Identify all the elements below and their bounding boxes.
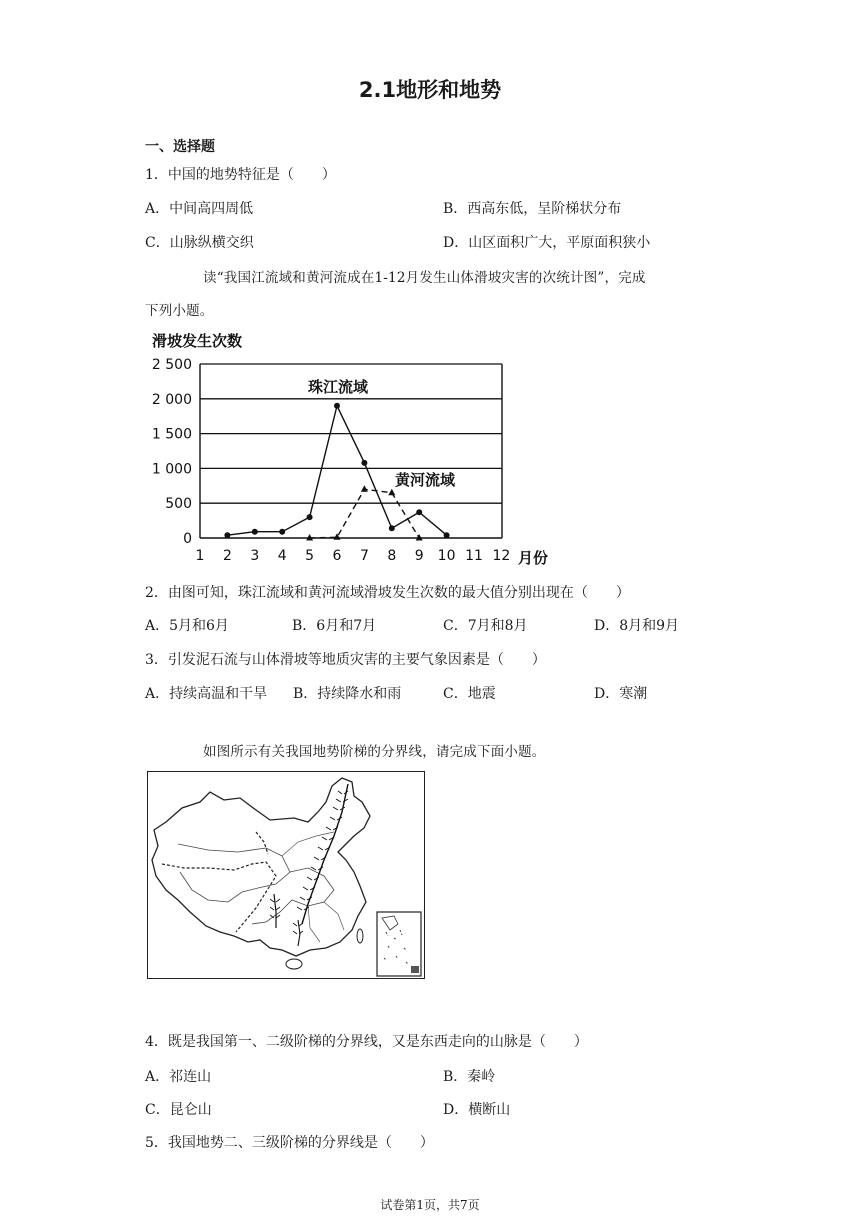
y-tick-label: 2 500: [151, 357, 192, 373]
question-4-option-b: B．秦岭: [443, 1069, 496, 1085]
question-2-option-a: A．5月和6月: [145, 618, 229, 634]
question-2-option-c: C．7月和8月: [443, 618, 528, 634]
landslide-chart: [140, 326, 580, 570]
interior-boundary-3: [282, 832, 344, 942]
x-tick-label: 11: [465, 548, 483, 564]
series-label-pearl-river: 珠江流域: [308, 378, 369, 396]
y-axis-label: 滑坡发生次数: [152, 332, 243, 350]
question-1-stem: 1．中国的地势特征是（ ）: [145, 167, 336, 183]
y-tick-labels: [152, 357, 192, 547]
question-2-option-b: B．6月和7月: [292, 618, 377, 634]
y-tick-label: 2 000: [151, 391, 192, 408]
x-tick-label: 12: [492, 548, 511, 564]
question-2-option-d: D．8月和9月: [594, 618, 680, 634]
hainan-island: [286, 959, 302, 969]
question-2-stem: 2．由图可知，珠江流域和黄河流域滑坡发生次数的最大值分别出现在（ ）: [145, 585, 630, 601]
question-4-option-d: D．横断山: [443, 1102, 511, 1118]
intro-line-2: 下列小题。: [145, 303, 214, 319]
y-tick-label: 500: [165, 496, 192, 513]
x-tick-label: 2: [222, 548, 232, 564]
y-tick-label: 1 500: [151, 426, 192, 443]
taiwan-island: [357, 929, 363, 943]
question-3-option-d: D．寒潮: [594, 686, 648, 702]
x-tick-label: 10: [437, 548, 456, 564]
data-point: [388, 489, 395, 496]
china-outline: [152, 778, 370, 956]
intro-map: 如图所示有关我国地势阶梯的分界线，请完成下面小题。: [203, 744, 546, 760]
x-axis-label: 月份: [518, 549, 549, 567]
data-point: [252, 529, 258, 535]
question-4-option-a: A．祁连山: [145, 1069, 212, 1085]
question-1-option-d: D．山区面积广大，平原面积狭小: [443, 235, 651, 251]
x-tick-label: 7: [359, 548, 369, 564]
question-5-stem: 5．我国地势二、三级阶梯的分界线是（ ）: [145, 1135, 434, 1151]
question-4-stem: 4．既是我国第一、二级阶梯的分界线，又是东西走向的山脉是（ ）: [145, 1034, 588, 1050]
data-point: [307, 514, 313, 520]
page-title: 2.1地形和地势: [358, 78, 502, 102]
y-tick-label: 1 000: [151, 461, 192, 478]
question-3-option-c: C．地震: [443, 686, 496, 702]
series-line-1: [310, 489, 420, 538]
question-1-option-a: A．中间高四周低: [145, 201, 254, 217]
question-3-option-b: B．持续降水和雨: [293, 686, 402, 702]
data-point: [444, 532, 450, 538]
question-4-option-c: C．昆仑山: [145, 1102, 212, 1118]
map-drawing: [148, 772, 423, 977]
series-label-yellow-river: 黄河流域: [395, 471, 456, 489]
data-point: [361, 460, 367, 466]
data-point: [361, 485, 368, 492]
x-tick-label: 8: [387, 548, 397, 564]
intro-line-1: 读“我国江流域和黄河流成在1-12月发生山体滑坡灾害的次统计图”，完成: [203, 270, 646, 286]
section-heading: 一、选择题: [145, 139, 215, 155]
data-point: [279, 529, 285, 535]
y-tick-label: 0: [183, 531, 192, 547]
data-point: [334, 403, 340, 409]
x-tick-label: 9: [414, 548, 424, 564]
mountain-ticks-south: [293, 923, 303, 934]
x-tick-label: 5: [305, 548, 315, 564]
data-point: [389, 525, 395, 531]
interior-boundary: [178, 844, 290, 902]
x-tick-label: 3: [250, 548, 260, 564]
question-1-option-b: B．西高东低，呈阶梯状分布: [443, 201, 622, 217]
mountain-range-central: [274, 894, 276, 928]
question-3-option-a: A．持续高温和干旱: [145, 686, 268, 702]
x-tick-label: 1: [195, 548, 205, 564]
question-3-stem: 3．引发泥石流与山体滑坡等地质灾害的主要气象因素是（ ）: [145, 652, 546, 668]
question-1-option-c: C．山脉纵横交织: [145, 235, 254, 251]
x-tick-labels: [196, 548, 511, 564]
x-tick-label: 4: [277, 548, 287, 564]
step-boundary-dashed-2: [256, 832, 268, 854]
x-tick-label: 6: [332, 548, 342, 564]
step-boundary-dashed-1: [162, 862, 276, 932]
interior-boundary-2: [252, 868, 334, 924]
data-point: [224, 532, 230, 538]
inset-scale-mark: [411, 966, 419, 973]
china-terrain-map: [147, 771, 425, 979]
page-footer: 试卷第1页，共7页: [380, 1198, 480, 1212]
data-point: [416, 509, 422, 515]
